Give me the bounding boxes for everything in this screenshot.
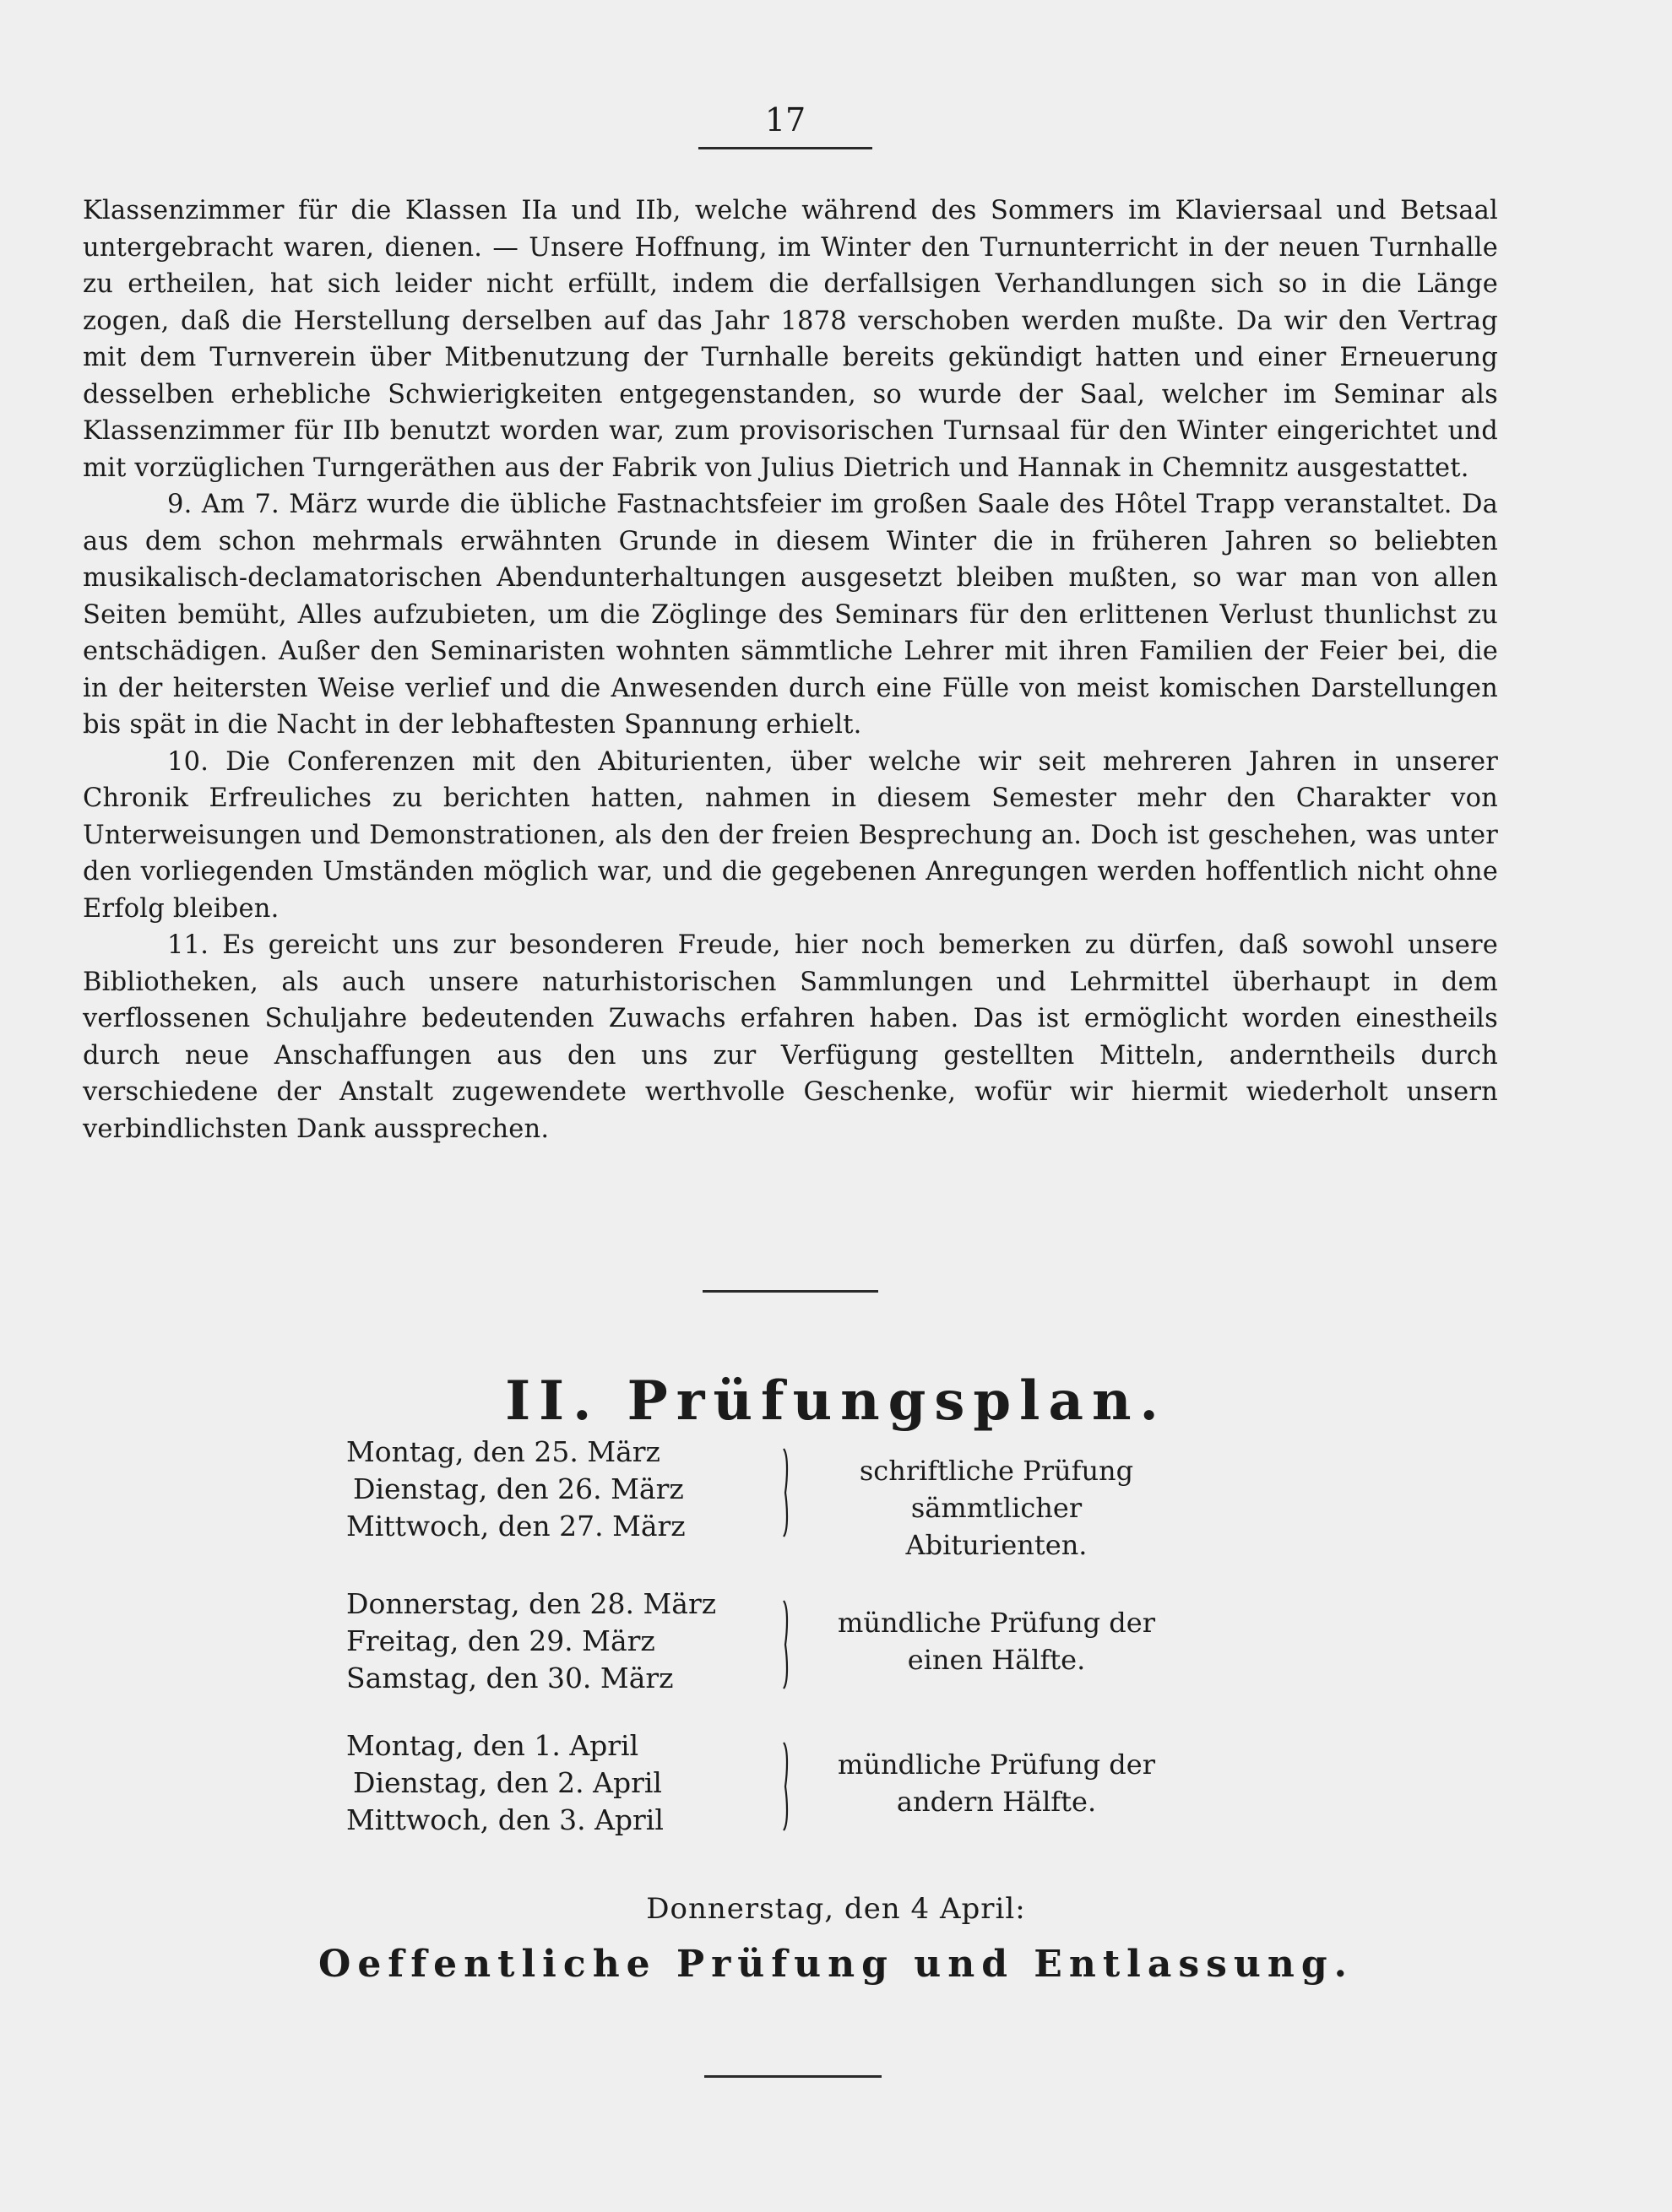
schedule-days (346, 1586, 785, 1697)
exam-line: mündliche Prüfung der (837, 1748, 1156, 1781)
exam-line: andern Hälfte. (896, 1786, 1097, 1818)
chronicle-text (83, 192, 1498, 1147)
schedule-exam-description (828, 1452, 1165, 1564)
exam-line: einen Hälfte. (907, 1644, 1086, 1676)
schedule-day: Donnerstag, den 28. März (346, 1587, 717, 1620)
header-rule (698, 147, 872, 149)
brace-icon (777, 1741, 795, 1832)
schedule-exam-description (828, 1604, 1165, 1678)
section-title: II. Prüfungsplan. (505, 1369, 1167, 1433)
paragraph-continuation: Klassenzimmer für die Klassen IIa und IIb, welche während des Sommers im Klaviersaal und Betsaal untergebracht waren, dienen. — Unsere Hoffnung, im Winter den Turnunterricht in der neuen Turnhalle zu ertheilen, hat sich leider nicht erfüllt, indem die derfallsigen Verhandlungen sich so in die Länge zogen, daß die Herstellung derselben auf das Jahr 1878 verschoben werden mußte. Da wir den Vertrag mit dem Turnverein über Mitbenutzung der Turnhalle bereits gekündigt hatten und einer Erneuerung desselben erhebliche Schwierigkeiten entgegenstanden, so wurde der Saal, welcher im Seminar als Klassenzimmer für IIb benutzt worden war, zum provisorischen Turnsaal für den Winter eingerichtet und mit vorzüglichen Turngeräthen aus der Fabrik von Julius Dietrich und Hannak in Chemnitz ausgestattet. (83, 196, 1498, 483)
schedule-days (346, 1727, 785, 1839)
paragraph-11: 11. Es gereicht uns zur besonderen Freude, hier noch bemerken zu dürfen, daß sowohl unsere Bibliotheken, als auch unsere naturhistorischen Sammlungen und Lehrmittel überhaupt in dem verflossenen Schuljahre bedeutenden Zuwachs erfahren haben. Das ist ermöglicht worden einestheils durch neue Anschaffungen aus den uns zur Verfügung gestellten Mitteln, anderntheils durch verschiedene der Anstalt zugewendete werthvolle Geschenke, wofür wir hiermit wiederholt unsern verbindlichsten Dank aussprechen. (83, 930, 1498, 1144)
schedule-day: Samstag, den 30. März (346, 1662, 674, 1694)
schedule-day: Mittwoch, den 27. März (346, 1510, 686, 1542)
schedule-days (346, 1434, 785, 1545)
schedule-group-oral-second (346, 1727, 1275, 1854)
brace-icon (777, 1447, 795, 1538)
schedule-day: Montag, den 25. März (346, 1435, 660, 1468)
schedule-day: Dienstag, den 2. April (353, 1766, 662, 1799)
schedule-day: Mittwoch, den 3. April (346, 1803, 664, 1836)
page-number: 17 (764, 101, 806, 138)
schedule-day: Montag, den 1. April (346, 1729, 639, 1762)
final-title: Oeffentliche Prüfung und Entlassung. (318, 1943, 1354, 1986)
schedule-group-oral-first (346, 1586, 1275, 1712)
exam-line: sämmtlicher Abiturienten. (905, 1492, 1088, 1561)
exam-line: schriftliche Prüfung (859, 1455, 1134, 1487)
footer-rule (704, 2075, 882, 2078)
schedule-day: Dienstag, den 26. März (353, 1472, 684, 1505)
paragraph-10: 10. Die Conferenzen mit den Abiturienten, über welche wir seit mehreren Jahren in unserer Chronik Erfreuliches zu berichten hatten, nahmen in diesem Semester mehr den Charakter von Unterweisungen und Demonstrationen, als den der freien Besprechung an. Doch ist geschehen, was unter den vorliegenden Umständen möglich war, und die gegebenen Anregungen werden hoffentlich nicht ohne Erfolg bleiben. (83, 746, 1498, 924)
schedule-group-written (346, 1434, 1275, 1560)
section-divider (703, 1290, 878, 1293)
schedule-exam-description (828, 1746, 1165, 1820)
final-date: Donnerstag, den 4 April: (646, 1892, 1026, 1926)
paragraph-9: 9. Am 7. März wurde die übliche Fastnachtsfeier im großen Saale des Hôtel Trapp veranstaltet. Da aus dem schon mehrmals erwähnten Grunde in diesem Winter die in früheren Jahren so beliebten musikalisch-declamatorischen Abendunterhaltungen ausgesetzt bleiben mußten, so war man von allen Seiten bemüht, Alles aufzubieten, um die Zöglinge des Seminars für den erlittenen Verlust thunlichst zu entschädigen. Außer den Seminaristen wohnten sämmtliche Lehrer mit ihren Familien der Feier bei, die in der heitersten Weise verlief und die Anwesenden durch eine Fülle von meist komischen Darstellungen bis spät in die Nacht in der lebhaftesten Spannung erhielt. (83, 490, 1498, 740)
schedule-day: Freitag, den 29. März (346, 1624, 655, 1657)
exam-line: mündliche Prüfung der (837, 1607, 1156, 1639)
brace-icon (777, 1599, 795, 1690)
